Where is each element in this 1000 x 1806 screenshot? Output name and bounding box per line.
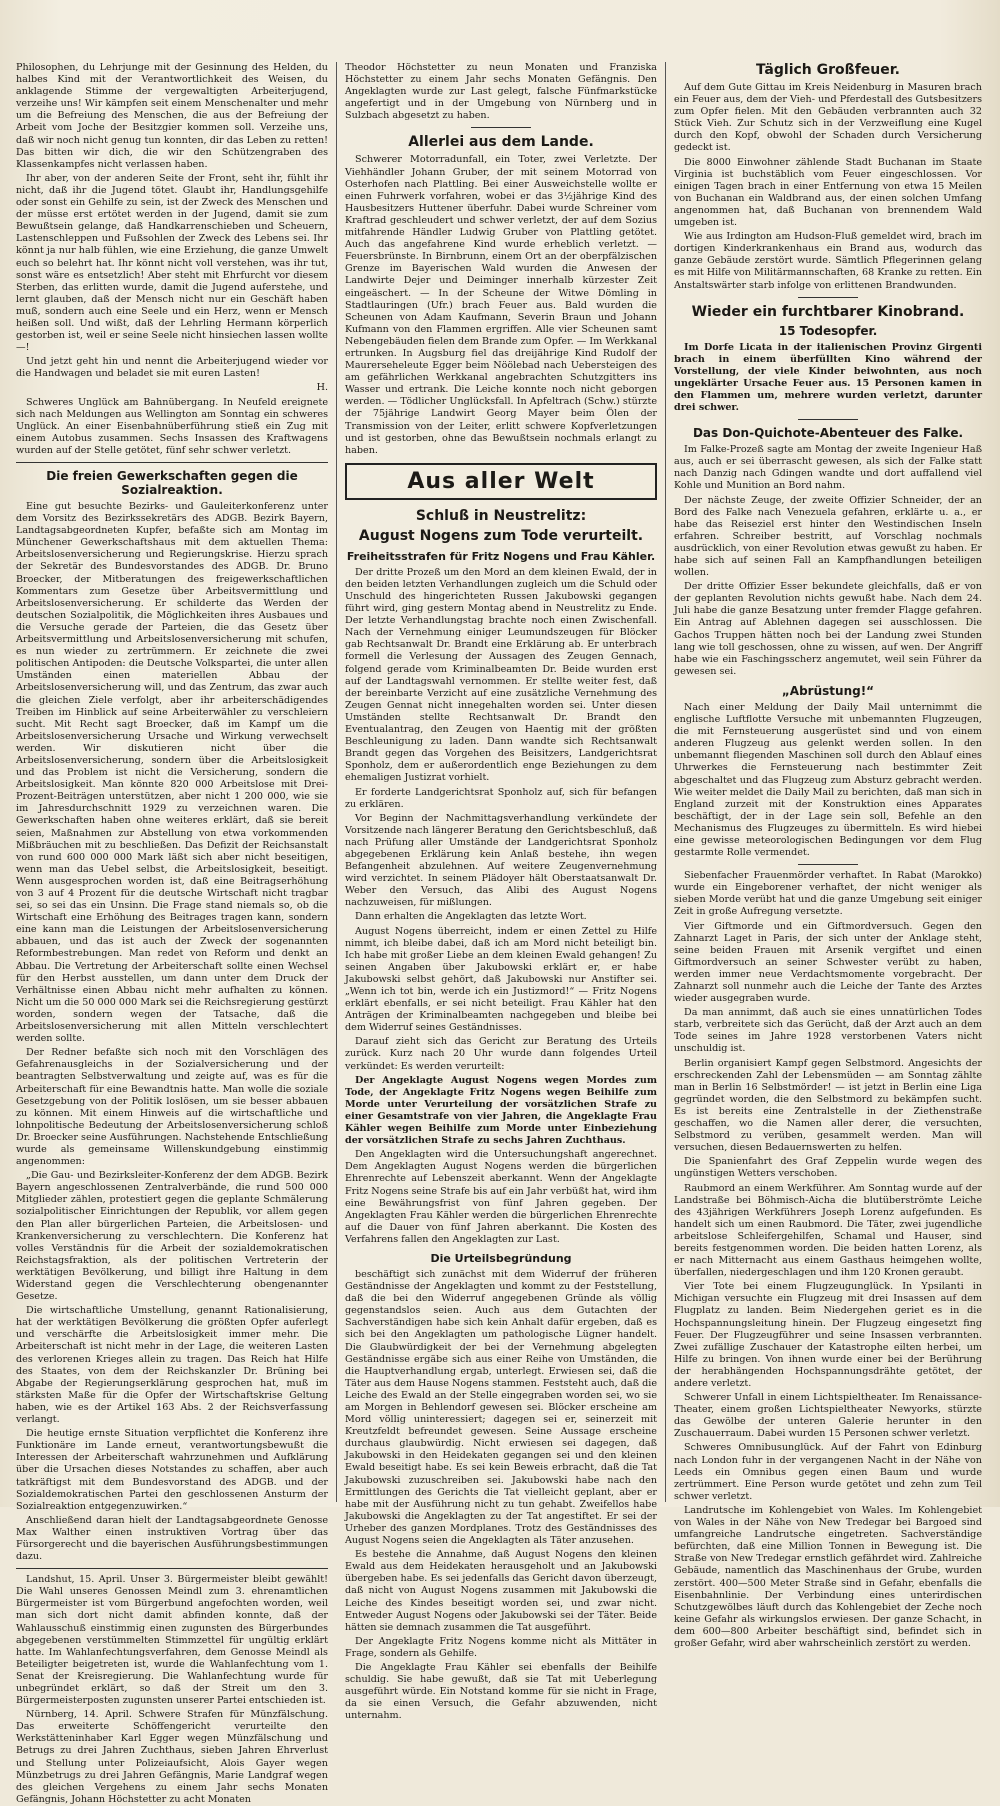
article-text: Wie aus Irdington am Hudson-Fluß gemeldet wird, brach im dortigen Kinderkrankenhaus ein Brand aus, wodurch das ganze Gebäude zerstört wurde. Sämtlich Pflegerinnen gelang es mit Hilfe von Militärmannschaften, 68 Kranke zu retten. Ein Anstaltswärter starb infolge von erlittenen Brandwunden. [674,231,982,291]
article-text: Es bestehe die Annahme, daß August Nogens den kleinen Ewald aus dem Heidekaten herausgeholt und an Jakubowski übergeben habe. Es sei jedenfalls das Gericht davon überzeugt, daß nicht von August Nogens zusammen mit Jakubowski die Leiche des Kindes beseitigt worden sei, und zwar nicht. Entweder August Nogens oder Jakubowski sei der Täter. Beide hätten sie demnach zusammen die Tat ausgeführt. [345,1549,657,1633]
news-item: Die Spanienfahrt des Graf Zeppelin wurde wegen des ungünstigen Wetters verschoben. [674,1156,982,1180]
article-text: August Nogens überreicht, indem er einen Zettel zu Hilfe nimmt, ich bleibe dabei, daß ich am Mord nicht beteiligt bin. Ich habe mit großer Liebe an dem kleinen Ewald gehangen! Zu seinen Angaben über Jakubowski erklärt er, er habe Jakubowski selbst gehört, daß Jakubowski nur Anstifter sei. „Wenn ich tot bin, werde ich ein Justizmord!“ — Fritz Nogens erklärt ebenfalls, er sei nicht beteiligt. Frau Kähler hat den Anträgen der Kriminalbeamten nachgegeben und bleibe bei dem Widerruf seines Geständnisses. [345,925,657,1034]
article-text: Der nächste Zeuge, der zweite Offizier Schneider, der an Bord des Falke nach Venezuela gefahren, erklärte u. a., er habe das Reiseziel erst hinter den Westindischen Inseln erfahren. Schreiber bestritt, auf Vorschlag nochmals ausdrücklich, von einer Revolution etwas gewußt zu haben. Er habe sich auf seinen Fall an Kampfhandlungen beteiligen wollen. [674,494,982,579]
headline: Allerlei aus dem Lande. [408,134,594,151]
article-text: Der Redner befaßte sich noch mit den Vorschlägen des Gefahrenausgleichs in der Sozialversicherung und der beantragten Selbstverwaltung und zeigte auf, was es für die Arbeiterschaft für eine Bewandtnis hatte. Man wolle die soziale Gesetzgebung von der Politik loslösen, um sie besser abbauen zu können. Mit einem Hinweis auf die wirtschaftliche und lohnpolitische Bedeutung der Arbeitslosenversicherung schloß Dr. Broecker seine Ausführungen. Nachstehende Entschließung wurde als gemeinsame Willenskundgebung einstimmig angenommen: [16,1047,328,1168]
news-item: Schwerer Unfall in einem Lichtspieltheater. Im Renaissance-Theater, einem großen Lichtspieltheater Newyorks, stürzte das Gewölbe der unteren Galerie herunter in den Zuschauerraum. Dabei wurden 15 Personen schwer verletzt. [674,1392,982,1440]
column-middle [336,62,666,1722]
article-text: Im Falke-Prozeß sagte am Montag der zweite Ingenieur Haß aus, auch er sei überrascht gewesen, als sich der Falke statt nach Danzig nach Gdingen wandte und dort auffallend viel Kohle und Munition an Bord nahm. [674,444,982,492]
article-text: Die heutige ernste Situation verpflichtet die Konferenz ihre Funktionäre im Lande erneut, verantwortungsbewußt die Interessen der Arbeiterschaft wahrzunehmen und Aufklärung über die Ursachen dieses Notstandes zu schaffen, aber auch tatkräftigst mit dem Bundesvorstand des ADGB. und der Sozialdemokratischen Partei den geschlossenen Ansturm der Sozialreaktion entgegenzuwirken.“ [16,1428,328,1512]
article-text: Vor Beginn der Nachmittagsverhandlung verkündete der Vorsitzende nach längerer Beratung den Gerichtsbeschluß, daß nach Prüfung aller Umstände der Landgerichtsrat Sponholz abgegebenen Erklärung kein Anlaß bestehe, ihn wegen Befangenheit abzulehnen. Auf weitere Zeugenvernehmung wird verzichtet. In seinem Plädoyer hält Oberstaatsanwalt Dr. Weber den Versuch, das Alibi des August Nogens nachzuweisen, für mißlungen. [345,812,657,909]
article-text: beschäftigt sich zunächst mit dem Widerruf der früheren Geständnisse der Angeklagten und kommt zu der Feststellung, daß die bei den Widerruf angegebenen Gründe als völlig gegenstandslos seien. Auch aus dem Gutachten der Sachverständigen habe sich kein Anhalt dafür ergeben, daß es sich bei den Angeklagten um pathologische Lügner handelt. Die Glaubwürdigkeit der bei der Vernehmung abgelegten Geständnisse ergäbe sich aus einer Reihe von Umständen, die die Hauptverhandlung ergab, unterlegt. Erwiesen sei, daß die Täter aus dem Hause Nogens stammen. Feststeht auch, daß die Leiche des Ewald an der Stelle eingegraben worden sei, wo sie am Morgen in Behlendorf gewesen sei. Blöcker erscheine am Mord völlig uninteressiert; dagegen sei er, seinerzeit mit Kreutzfeldt befreundet gewesen. Seine Aussage erscheine durchaus glaubwürdig. Nicht erwiesen sei dagegen, daß Jakubowski in den Heidekaten gegangen sei und den kleinen Ewald beseitigt habe. Es sei kein Beweis erbracht, daß die Tat Jakubowski zuzuschreiben sei. Jakubowski habe nach den Ermittlungen des Gerichts die Tat vielleicht geplant, aber er habe mit der Ausführung nicht zu tun gehabt. Zweifellos habe Jakubowski die Angeklagten zu der Tat angestiftet. Er sei der Urheber des ganzen Mordplanes. Trotz des Geständnisses des August Nogens seien die Angeklagten als Täter anzusehen. [345,1268,657,1547]
article-text: Ihr aber, von der anderen Seite der Front, seht ihr, fühlt ihr nicht, daß ihr die Jugend tötet. Glaubt ihr, Handlungsgehilfe oder sonst ein Gehilfe zu sein, ist der Zweck des Menschen und der müsse erst ertötet werden in der Jugend, damit sie zum Bewußtsein gelange, daß Handkarrenschieben und Scheuern, Lastenschleppen und Fußsohlen der Zweck des Lebens sei. Ihr könnt ja nur halb fühlen, wie eine Erziehung, die ganze Umwelt euch so belehrt hat. Ihr könnt nicht voll verstehen, was ihr tut, sonst wäre es entsetzlich! Aber steht mit Ehrfurcht vor diesem Sterben, das erlitten wurde, damit die Jugend auferstehe, und lernt glauben, daß der Mensch nicht nur ein Geschäft haben muß, sondern auch eine Seele und ein Herz, wenn er Mensch heißen soll. Und wißt, daß der Lehrling Hermann körperlich gestorben ist, weil er seine Seele nicht hinsiechen lassen wollte —! [16,172,328,354]
news-item: Vier Tote bei einem Flugzeugunglück. In Ypsilanti in Michigan versuchte ein Flugzeug mit drei Insassen auf dem Flugplatz zu landen. Beim Niedergehen geriet es in die Hochspannungsleitung hinein. Der Flugzeug eingesetzt fing Feuer. Der Flugzeugführer und seine Insassen verbrannten. Zwei zufällige Zuschauer der Katastrophe eilten herbei, um Hilfe zu bringen. Von ihnen wurde einer bei der Berührung der herabhängenden Hochspannungsdrähte getötet, der andere verletzt. [674,1281,982,1389]
article-text: Im Dorfe Licata in der italienischen Provinz Girgenti brach in einem überfüllten Kino während der Vorstellung, der viele Kinder beiwohnten, aus noch ungeklärter Ursache Feuer aus. 15 Personen kamen in den Flammen um, mehrere wurden verletzt, darunter drei schwer. [674,341,982,414]
article-text: Eine gut besuchte Bezirks- und Gauleiterkonferenz unter dem Vorsitz des Bezirkssekretärs des ADGB. Bezirk Bayern, Landtagsabgeordneten Kupfer, befaßte sich am Montag im Münchener Gewerkschaftshaus mit dem aktuellen Thema: Arbeitslosenversicherung und Regierungskrise. Hierzu sprach der Sekretär des Bundesvorstandes des ADGB. Dr. Bruno Broecker, der Mitberatungen des freigewerkschaftlichen Kommentars zum Gesetze über Arbeitsvermittlung und Arbeitslosenversicherung. Er schilderte das Werden der deutschen Sozialpolitik, die Möglichkeiten ihres Ausbaues und die Versuche gerade der Parteien, die das Gesetz über Arbeitsvermittlung und Arbeitslosenversicherung mit schufen, es nun wieder zu zertrümmern. Er zeichnete die zwei politischen Antipoden: die Deutsche Volkspartei, die unter allen Umständen einen materiellen Abbau der Arbeitslosenversicherung will, und das Zentrum, das zwar auch die gleichen Ziele verfolgt, aber ihr arbeiterschädigendes Treiben im Hinblick auf seine Arbeiterwähler zu verschleiern sucht. Mit Recht sagt Broecker, daß im Kampf um die Arbeitslosenversicherung Ursache und Wirkung verwechselt werden. Wir diskutieren nicht über die Arbeitslosenversicherung, sondern über die Arbeitslosigkeit und das Problem ist nicht die Versicherung, sondern die Arbeitslosigkeit. Man könnte 820 000 Arbeitslose mit Drei-Prozent-Beiträgen unterstützen, aber nicht 1 200 000, wie sie im Jahresdurchschnitt 1929 zu verzeichnen waren. Die Gewerkschaften haben ohne weiteres erklärt, daß sie bereit seien, Maßnahmen zur Abstellung von etwa vorkommenden Mißbräuchen mit zu beschließen. Das Defizit der Reichsanstalt von rund 600 000 000 Mark läßt sich aber nicht beseitigen, wenn man das Uebel selbst, die Arbeitslosigkeit, beseitigt. Wenn ausgesprochen worden ist, daß eine Beitragserhöhung von 3 auf 4 Prozent für die deutsche Wirtschaft nicht tragbar sei, so sei das ein Unsinn. Die Frage stand niemals so, ob die Wirtschaft eine Erhöhung des Beitrages tragen kann, sondern eine kann man die Leistungen der Arbeitslosenversicherung abbauen, und das ist auch der Zweck der sogenannten Reformbestrebungen. Man redet von Reform und denkt an Abbau. Die Vertretung der Arbeiterschaft sollte einen Wechsel für den Herbst ausstellen, um dann unter dem Druck der Verhältnisse einen Abbau nicht mehr aufhalten zu können. Nicht um die 50 000 000 Mark sei die Reichsregierung gestürzt worden, sondern wegen der Tatsache, daß die Arbeitslosenversicherung mit allen Mitteln verschlechtert werden sollte. [16,501,328,1045]
author-signature: H. [316,382,328,394]
verdict-text: Der Angeklagte August Nogens wegen Mordes zum Tode, der Angeklagte Fritz Nogens wegen Beihilfe zum Morde unter Verurteilung der vorsätzlichen Strafe zu einer Gesamtstrafe von vier Jahren, die Angeklagte Frau Kähler wegen Beihilfe zum Morde unter Einbeziehung der vorsätzlichen Strafe zu sechs Jahren Zuchthaus. [345,1074,657,1147]
headline: Täglich Großfeuer. [756,62,900,78]
article-text: Nach einer Meldung der Daily Mail unternimmt die englische Luftflotte Versuche mit unbemannten Flugzeugen, die mit Fernsteuerung ausgerüstet sind und von einem anderen Flugzeug aus gelenkt werden sollen. In den unbemannt fliegenden Maschinen soll durch den Ablauf eines Uhrwerkes die Fernsteuerung nach bestimmter Zeit abgeschaltet und das Flugzeug zum Absturz gebracht werden. Wie weiter meldet die Daily Mail zu berichten, daß man sich in England zurzeit mit der Konstruktion eines Apparates beschäftigt, der in der Lage sein soll, Befehle an den Mechanismus des Flugzeuges zu übermitteln. Es wird hiebei eine gewisse meteorologischen Bedingungen vor dem Flug gestarmte Rolle vermendet. [674,701,982,859]
news-item: Da man annimmt, daß auch sie eines unnatürlichen Todes starb, verbreitete sich das Gerücht, daß der Arzt auch an dem Tode seines im Jahre 1928 verstorbenen Vaters nicht unschuldig ist. [674,1007,982,1055]
news-item: Siebenfacher Frauenmörder verhaftet. In Rabat (Marokko) wurde ein Eingeborener verhaftet, der nicht weniger als sieben Morde verübt hat und die ganze Umgebung seit einiger Zeit in große Aufregung versetzte. [674,870,982,918]
news-item: Nürnberg, 14. April. Schwere Strafen für Münzfälschung. Das erweiterte Schöffengericht verurteilte den Werkstätteninhaber Karl Egger wegen Münzfälschung und Betrugs zu drei Jahren Zuchthaus, sieben Jahren Ehrverlust und Stellung unter Polizeiaufsicht, Alois Gayer wegen Münzbetrugs zu drei Jahren Gefängnis, Marie Landgraf wegen des gleichen Vergehens zu einem Jahr sechs Monaten Gefängnis, Johann Höchstetter zu acht Monaten [16,1709,328,1805]
article-text: Anschließend daran hielt der Landtagsabgeordnete Genosse Max Walther einen instruktiven Vortrag über das Fürsorgerecht und die bayerischen Ausführungsbestimmungen dazu. [16,1514,328,1563]
article-text: Den Angeklagten wird die Untersuchungshaft angerechnet. Dem Angeklagten August Nogens werden die bürgerlichen Ehrenrechte auf Lebenszeit aberkannt. Wenn der Angeklagte Fritz Nogens seine Strafe bis auf ein Jahr verbüßt hat, wird ihm eine Bewährungsfrist von fünf Jahren gegeben. Der Angeklagten Frau Kähler werden die bürgerlichen Ehrenrechte auf die Dauer von fünf Jahren aberkannt. Die Kosten des Verfahrens fallen den Angeklagten zur Last. [345,1149,657,1245]
news-item: Vier Giftmorde und ein Giftmordversuch. Gegen den Zahnarzt Laget in Paris, der sich unter der Anklage steht, seine beiden Frauen mit Arsenik vergiftet und einen Giftmordversuch an seiner Schwester verübt zu haben, werden immer neue Verdachtsmomente vorgebracht. Der Zahnarzt soll nunmehr auch die Leiche der Tante des Arztes wieder ausgegraben wurde. [674,920,982,1005]
subheadline: Freiheitsstrafen für Fritz Nogens und Frau Kähler. [346,549,656,563]
subheadline: 15 Todesopfer. [778,323,878,338]
divider [798,419,858,420]
news-item: Landshut, 15. April. Unser 3. Bürgermeister bleibt gewählt! Die Wahl unseres Genossen Meindl zum 3. ehrenamtlichen Bürgermeister ist vom Bürgerbund angefochten worden, weil man sich dort nicht damit abfinden konnte, daß der Wahlausschuß einstimmig einen zugunsten des Bürgerbundes abgegebenen verstümmelten Stimmzettel für ungültig erklärt hatte. Im Wahlanfechtungsverfahren, dem Genosse Meindl als Beteiligter beigetreten ist, wurde die Wahlanfechtung vom 1. Senat der Kreisregierung. Die Wahlanfechtung wurde für unbegründet erklärt, so daß der Streit um den 3. Bürgermeisterposten zugunsten unserer Partei entschieden ist. [16,1574,328,1707]
article-text: Philosophen, du Lehrjunge mit der Gesinnung des Helden, du halbes Kind mit der Verantwortlichkeit des Weisen, du anklagende Stimme der vergewaltigten Arbeiterjugend, verzeihe uns! Wir kämpfen seit einem Menschenalter und mehr um die Befreiung des Menschen, die aus der Befreiung der Arbeit vom Joche der Besitzgier kommen soll. Verzeihe uns, daß wir noch nicht genug tun konnten, dir das Leben zu retten! Das bitten wir dich, die wir den Schützengraben des Klassenkampfes nicht verlassen haben. [16,62,328,170]
article-text: Der dritte Offizier Esser bekundete gleichfalls, daß er von der geplanten Revolution nichts gewußt habe. Nach dem 24. Juli habe die ganze Besatzung unter fremder Flagge gefahren. Ein Antrag auf Ablehnen dagegen sei ausschlossen. Die Gachos Truppen hätten noch bei der Landung zwei Stunden lang wie toll geschossen, ohne zu wissen, auf wen. Der Angriff habe wie ein Faschingsscherz angemutet, weil sein Führer da gewesen sei. [674,581,982,677]
article-text: Die wirtschaftliche Umstellung, genannt Rationalisierung, hat der werktätigen Bevölkerung die größten Opfer auferlegt und verschärfte die Arbeitslosigkeit immer mehr. Die Arbeiterschaft ist nicht mehr in der Lage, die weiteren Lasten des verlorenen Krieges allein zu tragen. Das Reich hat Hilfe des Staates, von dem der Reichskanzler Dr. Brüning bei Abgabe der Regierungserklärung gesprochen hat, muß im stärksten Maße für die Opfer der Wirtschaftskrise Geltung haben, wie es der Artikel 163 Abs. 2 der Reichsverfassung verlangt. [16,1305,328,1426]
column-layout [8,62,992,1805]
article-text: Darauf zieht sich das Gericht zur Beratung des Urteils zurück. Kurz nach 20 Uhr wurde dann folgendes Urteil verkündet: Es werden verurteilt: [345,1036,657,1072]
news-item: Schwerer Motorradunfall, ein Toter, zwei Verletzte. Der Viehhändler Johann Gruber, der mit seinem Motorrad von Osterhofen nach Plattling. Bei einer Ausweichstelle wollte er einen Fuhrwerk vorfahren, wobei er das 3½jährige Kind des Hausbesitzers Huttener überfuhr. Dabei wurde Schreiner vom Kraftrad geschleudert und schwer verletzt, der auf dem Sozius mitfahrende Händler Ludwig Gruber von Plattling getötet. Auch das angefahrene Kind wurde erheblich verletzt. — Feuersbrünste. In Birnbrunn, einem Ort an der oberpfälzischen Grenze im Bayerischen Wald wurden die Anwesen der Landwirte Dejer und Deiminger innerhalb kürzester Zeit eingeäschert. — In der Scheune der Witwe Dömling in Stadtlauringen (Ufr.) brach Feuer aus. Bald wurden die Scheunen von Adam Kaufmann, Severin Braun und Johann Kufmann von den Flammen ergriffen. Alle vier Scheunen samt Nebengebäuden fielen dem Brande zum Opfer. — Im Werkkanal ertrunken. In Augsburg fiel das dreijährige Kind Rudolf der Maurerseheleute Egger beim Nöölebad nach Uebersteigen des am gefährlichen Werkkanal angebrachten Schutzgitters ins Wasser und ertrank. Die Leiche konnte noch nicht geborgen werden. — Tödlicher Unglücksfall. In Apfeltrach (Schw.) stürzte der 75jährige Landwirt Georg Mayer beim Ölen der Transmission von der Leiter, erlitt schwere Kopfverletzungen und ist gestorben, ohne das Bewußtsein nochmals erlangt zu haben. [345,154,657,456]
article-text: Und jetzt geht hin und nennt die Arbeiterjugend wieder vor die Handwagen und beladet sie mit euren Lasten! [16,356,328,380]
headline: „Abrüstung!“ [781,683,875,698]
news-item: Schweres Unglück am Bahnübergang. In Neufeld ereignete sich nach Meldungen aus Wellington am Sonntag ein schweres Unglück. An einer Eisenbahnüberführung stieß ein Zug mit einem Autobus zusammen. Sechs Insassen des Kraftwagens wurden auf der Stelle getötet, fünf sehr schwer verletzt. [16,396,328,456]
headline: Wieder ein furchtbarer Kinobrand. [691,303,965,320]
divider [471,127,531,128]
article-text: Die Angeklagte Frau Kähler sei ebenfalls der Beihilfe schuldig. Sie habe gewußt, daß sie Tat mit Ueberlegung ausgeführt würde. Ein Notstand komme für sie nicht in Frage, da sie einen Versuch, die Gefahr abzuwenden, nicht unternahm. [345,1661,657,1722]
news-item: Raubmord an einem Werkführer. Am Sonntag wurde auf der Landstraße bei Böhmisch-Aicha die blutüberströmte Leiche des 43jährigen Werkführers Joseph Lorenz aufgefunden. Es handelt sich um einen Raubmord. Die Täter, zwei jugendliche arbeitslose Schleifergehilfen, Schamal und Hauser, sind bereits festgenommen worden. Die beiden hatten Lorenz, als er nach Mitternacht aus einem Gasthaus heimgehen wollte, überfallen, niedergeschlagen und ihm 120 Kronen geraubt. [674,1182,982,1279]
divider [798,297,858,298]
news-item: Schweres Omnibusunglück. Auf der Fahrt von Edinburg nach London fuhr in der vergangenen Nacht in der Nähe von Leeds ein Omnibus gegen einen Baum und wurde zertrümmert. Eine Person wurde getötet und zehn zum Teil schwer verletzt. [674,1442,982,1502]
divider [16,1568,328,1569]
column-right [666,62,990,1649]
section-banner: Aus aller Welt [345,463,657,500]
article-text: Der dritte Prozeß um den Mord an dem kleinen Ewald, der in den beiden letzten Verhandlungen zugleich um die Schuld oder Unschuld des hingerichteten Russen Jakubowski gegangen führt wird, ging gestern Montag abend in Neustrelitz zu Ende. Der letzte Verhandlungstag brachte noch einen Zwischenfall. Nach der Vernehmung einiger Leumundszeugen für Blöcker gab Rechtsanwalt Dr. Brandt eine Erklärung ab. Er unterbrach formell die Verlesung der Aussagen des Zeugen Gennach, folgend gerade vom Kriminalbeamten Dr. Beide wurden erst auf der Landtagswahl vernommen. Er stellte weiter fest, daß der bereinbarte Verzicht auf eine zusätzliche Vernehmung des Zeugen Gennat nicht innegehalten worden sei. Unter diesen Umständen stellte Rechtsanwalt Dr. Brandt den Eventualantrag, den Zeugen von Haentig mit der größten Beschleunigung zu laden. Dann wandte sich Rechtsanwalt Brandt gegen das Vorgehen des Beisitzers, Landgerichtsrat Sponholz, dem er außerordentlich enge Beziehungen zu dem ehemaligen Justizrat vorhielt. [345,566,657,784]
article-text: Auf dem Gute Gittau im Kreis Neidenburg in Masuren brach ein Feuer aus, dem der Vieh- und Pferdestall des Gutsbesitzers zum Opfer fielen. Mit den Gebäuden verbrannten auch 32 Stück Vieh. Zur Schutz sich in der Verzweiflung eine Kugel durch den Kopf, obwohl der Schaden durch Versicherung gedeckt ist. [674,82,982,154]
news-item: Berlin organisiert Kampf gegen Selbstmord. Angesichts der erschreckenden Zahl der Lebensmüden — am Sonntag zählte man in Berlin 16 Selbstmörder! — ist jetzt in Berlin eine Liga gegründet worden, die den Selbstmord zu bekämpfen sucht. Es ist bereits eine Zentralstelle in der Ziethenstraße geschaffen, wo die Namen aller derer, die versuchten, Selbstmord zu verüben, gesammelt werden. Man will versuchen, diesen Bedauernswerten zu helfen. [674,1057,982,1154]
article-text: „Die Gau- und Bezirksleiter-Konferenz der dem ADGB. Bezirk Bayern angeschlossenen Zentralverbände, die rund 500 000 Mitglieder zählen, protestiert gegen die geplante Schmälerung sozialpolitischer Einrichtungen der Republik, vor allem gegen den Plan aller bürgerlichen Parteien, die Arbeitslosen- und Krankenversicherung zu verschlechtern. Die Konferenz hat volles Verständnis für die Arbeit der sozialdemokratischen Reichstagsfraktion, als der politischen Vertreterin der werktätigen Bevölkerung, und billigt ihre Haltung in dem Widerstand gegen die Verschlechterung obengenannter Gesetze. [16,1170,328,1303]
headline: August Nogens zum Tode verurteilt. [358,527,644,544]
subheadline: Die Urteilsbegründung [430,1251,572,1265]
headline: Das Don-Quichote-Abenteuer des Falke. [692,426,964,441]
article-text: Der Angeklagte Fritz Nogens komme nicht als Mittäter in Frage, sondern als Gehilfe. [345,1635,657,1659]
headline: Die freien Gewerkschaften gegen die Sozialreaktion. [46,469,298,497]
article-text: Er forderte Landgerichtsrat Sponholz auf, sich für befangen zu erklären. [345,786,657,810]
divider [16,462,328,463]
article-text: Theodor Höchstetter zu neun Monaten und Franziska Höchstetter zu einem Jahr sechs Monaten Gefängnis. Den Angeklagten wurde zur Last gelegt, falsche Fünfmarkstücke angefertigt und in der Umgebung von Nürnberg und in Sulzbach abgesetzt zu haben. [345,62,657,122]
divider [798,864,858,865]
article-text: Die 8000 Einwohner zählende Stadt Buchanan im Staate Virginia ist buchstäblich vom Feuer eingeschlossen. Vor einigen Tagen brach in einer Entfernung von etwa 15 Meilen von Buchanan ein Waldbrand aus, der einen solchen Umfang angenommen hat, daß Buchanan von brennendem Wald umgeben ist. [674,156,982,229]
news-item: Landrutsche im Kohlengebiet von Wales. Im Kohlengebiet von Wales in der Nähe von New Tredegar bei Bargoed sind umfangreiche Landrutsche eingetreten. Sachverständige befürchten, daß eine Million Tonnen in Bewegung ist. Die Straße von New Tredegar ernstlich gefährdet wird. Zahlreiche Gebäude, namentlich das Maschinenhaus der Grube, wurden zerstört. 400—500 Meter Straße sind in Gefahr, ebenfalls die Eisenbahnlinie. Der Verbindung eines unterirdischen Schutzgewölbes läuft durch das Kohlengebiet der Zeche noch keine Gefahr als wirkungslos erwiesen. Der ganze Schacht, in dem 600—800 Arbeiter beschäftigt sind, befindet sich in großer Gefahr, wird aber wahrscheinlich zerstört zu werden. [674,1504,982,1649]
headline: Schluß in Neustrelitz: [415,507,587,524]
article-text: Dann erhalten die Angeklagten das letzte Wort. [355,911,587,923]
column-left [8,62,336,1805]
